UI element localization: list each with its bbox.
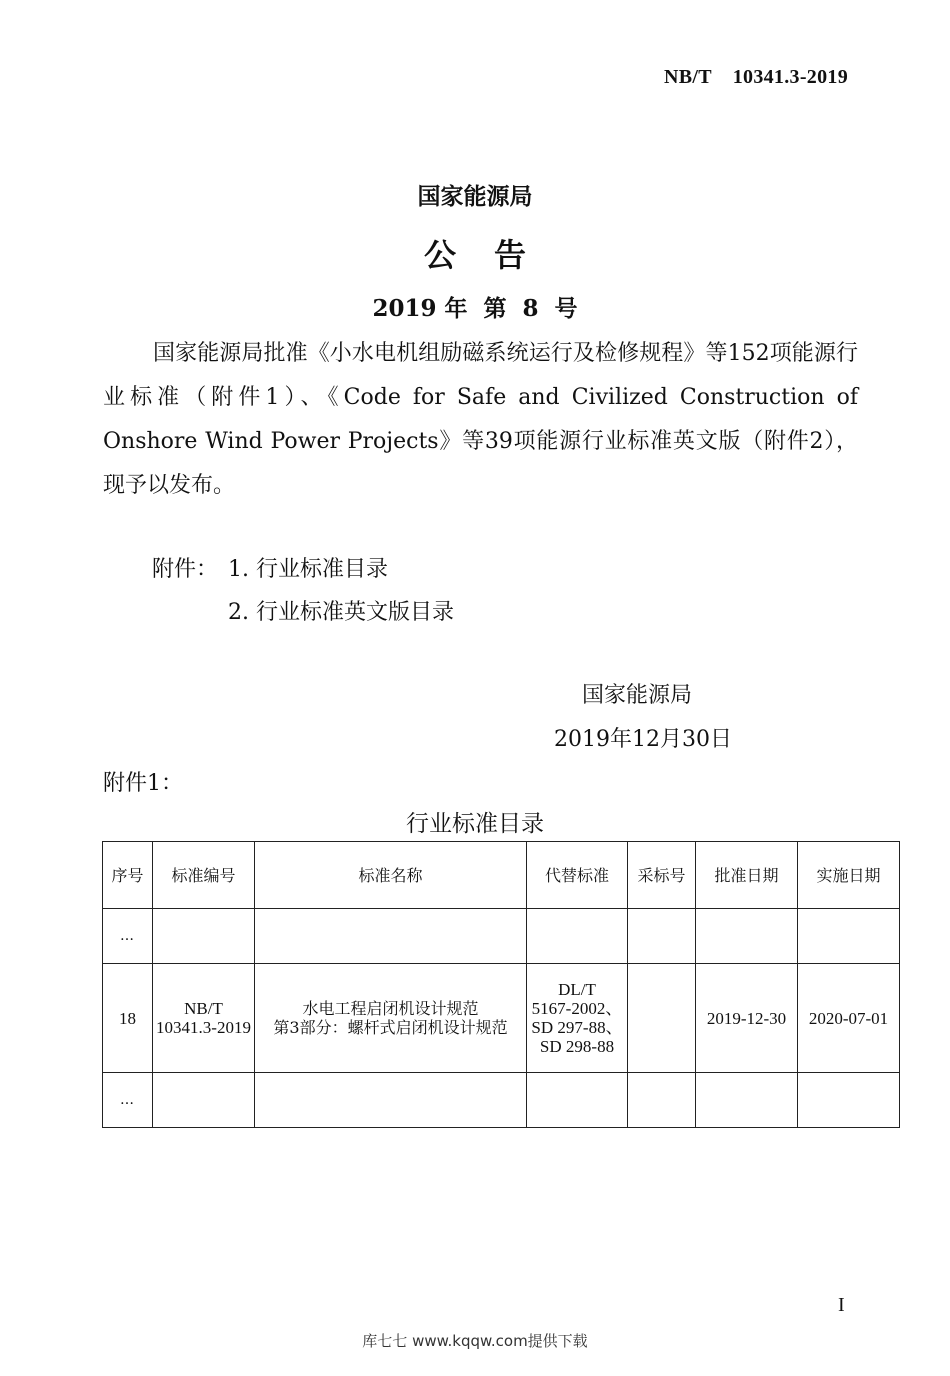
cell-name-line: 水电工程启闭机设计规范 xyxy=(302,999,479,1018)
col-header-seq: 序号 xyxy=(103,842,153,909)
attachment-item-2: 2. 行业标准英文版目录 xyxy=(228,600,454,625)
cell-name xyxy=(255,964,527,1073)
empty-cell xyxy=(527,909,628,964)
attachment-item-1: 1. 行业标准目录 xyxy=(228,557,388,582)
col-header-name: 标准名称 xyxy=(255,842,527,909)
cell-replaced-line: SD 298-88 xyxy=(539,1037,615,1056)
empty-cell xyxy=(628,909,696,964)
notice-title: 公告 xyxy=(423,236,564,274)
cell-adopted xyxy=(628,964,696,1073)
empty-cell xyxy=(696,1073,798,1128)
table-row-ellipsis xyxy=(103,909,900,964)
table-title: 行业标准目录 xyxy=(406,811,544,837)
cell-effective-date: 2020-07-01 xyxy=(798,964,900,1073)
cell-seq: 18 xyxy=(103,964,153,1073)
empty-cell xyxy=(153,909,255,964)
table-row xyxy=(103,964,900,1073)
empty-cell xyxy=(527,1073,628,1128)
cell-replaced-line: DL/T xyxy=(558,980,596,999)
footer-watermark: 库七七 www.kqqw.com提供下载 xyxy=(362,1332,588,1350)
empty-cell xyxy=(255,909,527,964)
empty-cell xyxy=(798,909,900,964)
cell-replaced-line: SD 297-88、 xyxy=(531,1018,623,1037)
page-number: I xyxy=(838,1294,845,1316)
table-row-ellipsis xyxy=(103,1073,900,1128)
col-header-code: 标准编号 xyxy=(153,842,255,909)
standards-table xyxy=(102,841,900,1128)
cell-replaced xyxy=(527,964,628,1073)
ellipsis-cell: … xyxy=(103,909,153,964)
annex-label: 附件1： xyxy=(103,771,183,796)
cell-replaced-line: 5167-2002、 xyxy=(531,999,623,1018)
ellipsis-cell: … xyxy=(103,1073,153,1128)
signature-date: 2019年12月30日 xyxy=(554,727,732,752)
cell-code-line: 10341.3-2019 xyxy=(156,1018,251,1037)
notice-number: 2019 年 第 8 号 xyxy=(372,295,578,322)
col-header-adopted: 采标号 xyxy=(628,842,696,909)
empty-cell xyxy=(153,1073,255,1128)
attachments-label: 附件： xyxy=(152,557,219,582)
col-header-approval-date: 批准日期 xyxy=(696,842,798,909)
empty-cell xyxy=(798,1073,900,1128)
col-header-effective-date: 实施日期 xyxy=(798,842,900,909)
notice-body-paragraph: 国家能源局批准《小水电机组励磁系统运行及检修规程》等152项能源行业标准（附件1）、《Code for Safe and Civilized Construction of Onshore Wind Power Projects》等39项能源行业标准英文版（附件2），现予以发布。 xyxy=(103,341,858,498)
empty-cell xyxy=(696,909,798,964)
cell-code-line: NB/T xyxy=(184,999,223,1018)
empty-cell xyxy=(628,1073,696,1128)
notice-issuer: 国家能源局 xyxy=(417,183,533,210)
standard-code: NB/T 10341.3-2019 xyxy=(664,66,848,88)
cell-approval-date: 2019-12-30 xyxy=(696,964,798,1073)
cell-code xyxy=(153,964,255,1073)
col-header-replaced: 代替标准 xyxy=(527,842,628,909)
signature-org: 国家能源局 xyxy=(582,683,693,708)
notice-body xyxy=(103,332,858,508)
table-header-row xyxy=(103,842,900,909)
empty-cell xyxy=(255,1073,527,1128)
cell-name-line: 第3部分：螺杆式启闭机设计规范 xyxy=(273,1018,508,1037)
